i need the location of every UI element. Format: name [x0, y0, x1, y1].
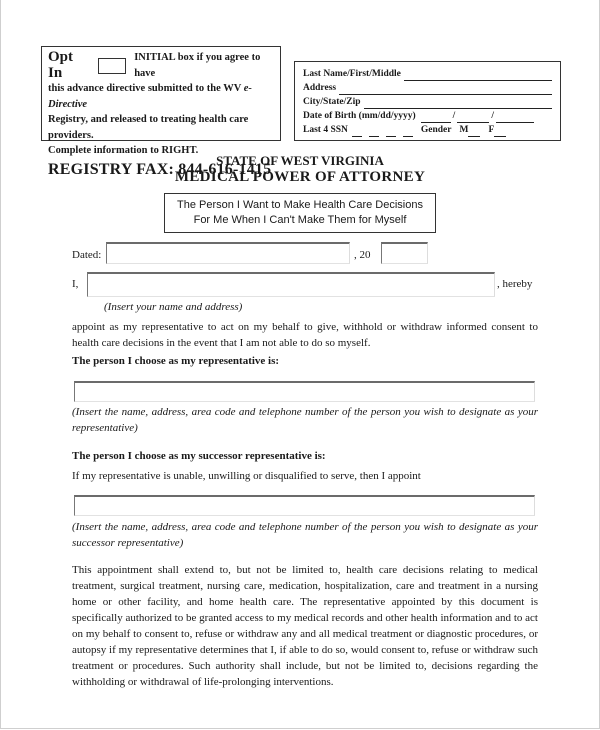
successor-intro: If my representative is unable, unwilling or disqualified to serve, then I appoint	[72, 470, 421, 482]
ssn-digit-3[interactable]	[386, 127, 396, 137]
principal-name-field[interactable]	[87, 272, 495, 297]
address-row: Address	[303, 81, 552, 95]
last-name-row: Last Name/First/Middle	[303, 67, 552, 81]
ssn-digit-2[interactable]	[369, 127, 379, 137]
dob-row: Date of Birth (mm/dd/yyyy) / /	[303, 109, 552, 123]
year-field[interactable]	[381, 242, 428, 264]
opt-in-label: Opt In	[48, 49, 74, 81]
year-prefix: , 20	[354, 249, 371, 261]
date-field[interactable]	[106, 242, 350, 264]
successor-heading: The person I choose as my successor representative is:	[72, 450, 326, 462]
address-field[interactable]	[339, 84, 552, 95]
registry-fax: REGISTRY FAX: 844-616-1415	[48, 160, 272, 178]
last-name-field[interactable]	[404, 70, 552, 81]
gender-female-field[interactable]	[494, 127, 506, 137]
document-title: MEDICAL POWER OF ATTORNEY	[174, 169, 426, 185]
optin-line-2: this advance directive submitted to the WV e-Directive	[48, 83, 252, 110]
representative-field[interactable]	[74, 381, 535, 402]
representative-hint: (Insert the name, address, area code and telephone number of the person you wish to designate as your representative)	[72, 406, 538, 434]
dated-label: Dated:	[72, 249, 102, 261]
appoint-text: appoint as my representative to act on my behalf to give, withhold or withdraw informed consent to health care decisions in the event that I am not able to do so myself.	[72, 321, 538, 349]
gender-male-field[interactable]	[468, 127, 480, 137]
city-state-zip-field[interactable]	[364, 98, 552, 109]
optin-line-4: Complete information to RIGHT.	[48, 145, 199, 156]
dob-month-field[interactable]	[421, 113, 451, 123]
hereby-label: , hereby	[497, 278, 533, 290]
successor-hint: (Insert the name, address, area code and telephone number of the person you wish to designate as your successor representative)	[72, 521, 538, 549]
gender-label: Gender	[420, 125, 452, 135]
dob-year-field[interactable]	[496, 113, 534, 123]
state-heading: STATE OF WEST VIRGINIA	[216, 153, 384, 168]
registry-info-box	[294, 61, 561, 141]
initial-checkbox[interactable]	[98, 58, 126, 74]
representative-heading: The person I choose as my representative is:	[72, 355, 280, 367]
optin-line-3: Registry, and released to treating health care providers.	[48, 114, 249, 141]
opt-in-box	[41, 46, 281, 178]
dob-day-field[interactable]	[457, 113, 489, 123]
ssn-digit-1[interactable]	[352, 127, 362, 137]
ssn-digit-4[interactable]	[403, 127, 413, 137]
scope-paragraph: This appointment shall extend to, but not be limited to, health care decisions relating to medical treatment, surgical treatment, nursing care, medication, hospitalization, care and treatment in a nursing home or other facility, and home health care. The representative appointed by this document is specifically authorized to be granted access to my medical records and other health information and to act on my behalf to consent to, refuse or withdraw any and all medical treatment or diagnostic procedures, or autopsy if my representative determines that I, if able to do so, would consent to, refuse or withdraw such treatment or procedures. Such authority shall include, but not be limited to, decisions regarding the withholding or withdrawal of life-prolonging interventions.	[72, 564, 538, 688]
subtitle-box: The Person I Want to Make Health Care Decisions For Me When I Can't Make Them for Myself	[164, 193, 436, 233]
i-label: I,	[72, 278, 79, 290]
initial-instructions: INITIAL box if you agree to have	[134, 52, 261, 79]
city-row: City/State/Zip	[303, 95, 552, 109]
name-hint: (Insert your name and address)	[104, 301, 243, 313]
e-directive-text: e-Directive	[48, 83, 252, 110]
successor-field[interactable]	[74, 495, 535, 516]
ssn-row: Last 4 SSN Gender M F	[303, 123, 552, 137]
